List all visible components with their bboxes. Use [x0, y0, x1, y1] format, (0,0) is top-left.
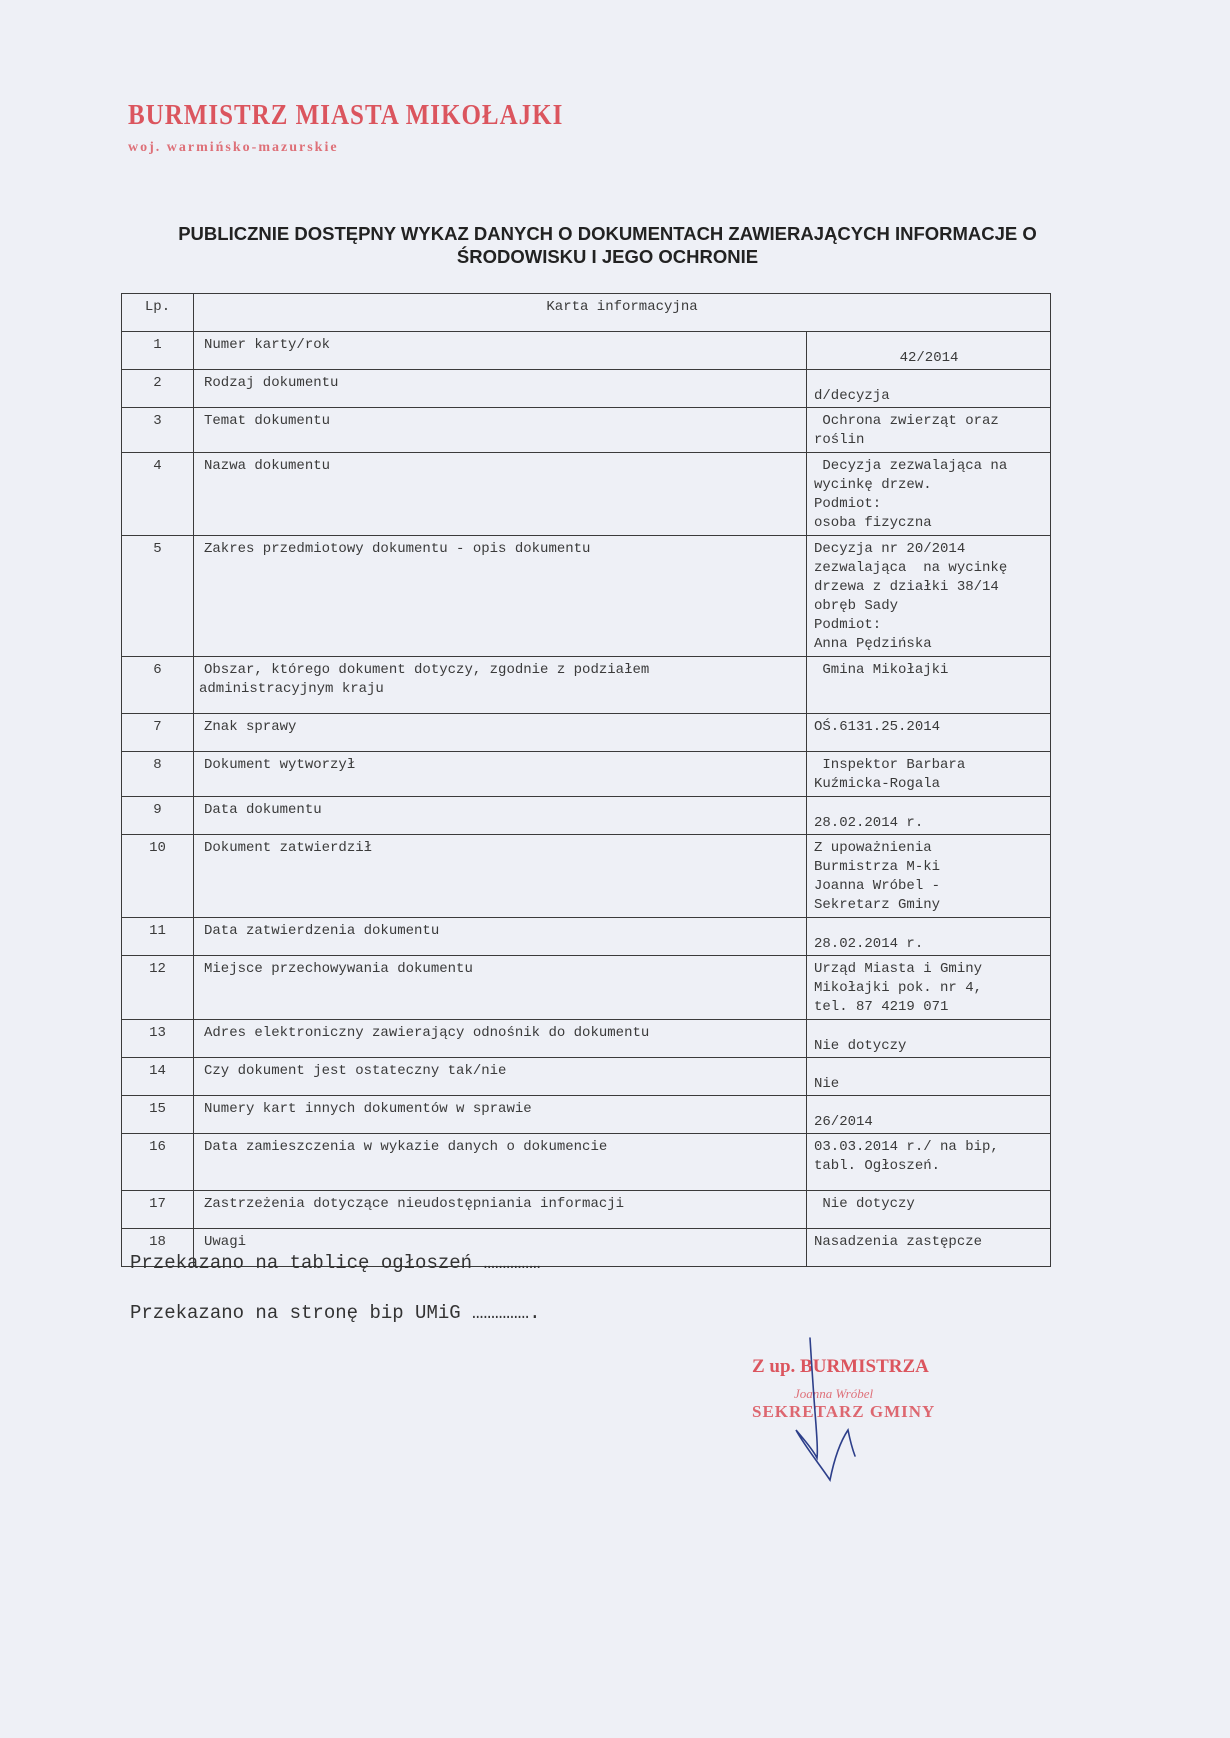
row-value-line: Inspektor Barbara — [814, 757, 966, 773]
row-value — [807, 835, 1051, 918]
row-label — [194, 1058, 807, 1096]
row-label — [194, 332, 807, 370]
row-label-text: Uwagi — [204, 1234, 247, 1250]
row-label-text: Numery kart innych dokumentów w sprawie — [204, 1101, 532, 1117]
row-value — [807, 370, 1051, 408]
document-title — [120, 222, 1095, 268]
row-label — [194, 714, 807, 752]
row-value-line: Urząd Miasta i Gminy — [814, 961, 983, 977]
board-note: Przekazano na tablicę ogłoszeń …………… — [130, 1252, 541, 1274]
row-value — [807, 408, 1051, 453]
row-value-line: roślin — [814, 432, 865, 448]
row-number: 4 — [122, 453, 194, 536]
row-label — [194, 657, 807, 714]
row-value — [807, 1191, 1051, 1229]
row-value — [807, 918, 1051, 956]
row-value-line: Decyzja nr 20/2014 — [814, 541, 966, 557]
table-row — [122, 714, 1051, 752]
table-row — [122, 752, 1051, 797]
table-row — [122, 797, 1051, 835]
row-label — [194, 1020, 807, 1058]
row-number: 9 — [122, 797, 194, 835]
row-value-line: obręb Sady — [814, 598, 899, 614]
row-value-line: 42/2014 — [899, 350, 959, 366]
row-label — [194, 370, 807, 408]
row-value-line: wycinkę drzew. — [814, 477, 932, 493]
row-value-line: Sekretarz Gminy — [814, 897, 941, 913]
row-value-line: Gmina Mikołajki — [814, 662, 949, 678]
row-number: 15 — [122, 1096, 194, 1134]
row-value — [807, 657, 1051, 714]
table-row — [122, 453, 1051, 536]
information-card-table — [121, 293, 1051, 1267]
row-value-line: Ochrona zwierząt oraz — [814, 413, 999, 429]
row-value-line: Nie dotyczy — [814, 1038, 907, 1054]
row-value — [807, 956, 1051, 1020]
table-header-row — [122, 294, 1051, 332]
table-row — [122, 1096, 1051, 1134]
row-value — [807, 1096, 1051, 1134]
row-value-line: 28.02.2014 r. — [814, 936, 924, 952]
row-number: 18 — [122, 1229, 194, 1267]
row-number: 3 — [122, 408, 194, 453]
table-row — [122, 1134, 1051, 1191]
row-value-line: Nie — [814, 1076, 840, 1092]
row-number: 6 — [122, 657, 194, 714]
row-label-text: Zastrzeżenia dotyczące nieudostępniania informacji — [204, 1196, 625, 1212]
row-value-line: Nie dotyczy — [814, 1196, 915, 1212]
row-value-line: Mikołajki pok. nr 4, — [814, 980, 983, 996]
row-number: 16 — [122, 1134, 194, 1191]
row-number: 8 — [122, 752, 194, 797]
row-number: 14 — [122, 1058, 194, 1096]
row-value — [807, 332, 1051, 370]
row-value-line: Decyzja zezwalająca na — [814, 458, 1008, 474]
table-row — [122, 835, 1051, 918]
row-number: 7 — [122, 714, 194, 752]
office-stamp — [128, 100, 563, 156]
table-row — [122, 657, 1051, 714]
row-label — [194, 835, 807, 918]
row-value-line: tel. 87 4219 071 — [814, 999, 949, 1015]
signature-stamp-line-1: Z up. BURMISTRZA — [752, 1356, 929, 1377]
row-label-text: Numer karty/rok — [204, 337, 331, 353]
row-label — [194, 453, 807, 536]
stamp-office-name: BURMISTRZ MIASTA MIKOŁAJKI — [128, 100, 564, 132]
row-value-line: osoba fizyczna — [814, 515, 932, 531]
row-value — [807, 453, 1051, 536]
signature-stamp-line-2: Joanna Wróbel — [794, 1386, 874, 1401]
row-label-text: Rodzaj dokumentu — [204, 375, 339, 391]
row-value-line: drzewa z działki 38/14 — [814, 579, 999, 595]
row-label-text: Data zamieszczenia w wykazie danych o dokumencie — [204, 1139, 608, 1155]
signature-stamp-line-3: SEKRETARZ GMINY — [752, 1402, 936, 1421]
row-label — [194, 1191, 807, 1229]
row-number: 1 — [122, 332, 194, 370]
row-label-text: Dokument wytworzył — [204, 757, 356, 773]
row-label-text: Adres elektroniczny zawierający odnośnik do dokumentu — [204, 1025, 650, 1041]
row-value-line: Podmiot: — [814, 617, 882, 633]
row-label-text: Temat dokumentu — [204, 413, 331, 429]
row-label-text: Zakres przedmiotowy dokumentu - opis dokumentu — [204, 541, 591, 557]
row-label-text: Czy dokument jest ostateczny tak/nie — [204, 1063, 507, 1079]
row-label-text: Nazwa dokumentu — [204, 458, 331, 474]
title-line-1: PUBLICZNIE DOSTĘPNY WYKAZ DANYCH O DOKUMENTACH ZAWIERAJĄCYCH INFORMACJE O — [178, 223, 1037, 244]
row-label — [194, 797, 807, 835]
table-row — [122, 1191, 1051, 1229]
row-value-line: 28.02.2014 r. — [814, 815, 924, 831]
table-row — [122, 1020, 1051, 1058]
row-number: 17 — [122, 1191, 194, 1229]
row-label — [194, 1134, 807, 1191]
row-value-line: Kuźmicka-Rogala — [814, 776, 941, 792]
table-row — [122, 332, 1051, 370]
table-row — [122, 408, 1051, 453]
row-value-line: zezwalająca na wycinkę — [814, 560, 1008, 576]
row-value — [807, 536, 1051, 657]
row-value — [807, 1134, 1051, 1191]
row-value-line: OŚ.6131.25.2014 — [814, 719, 941, 735]
row-value — [807, 714, 1051, 752]
row-value — [807, 1229, 1051, 1267]
title-line-2: ŚRODOWISKU I JEGO OCHRONIE — [456, 246, 759, 267]
row-label-text-continued: administracyjnym kraju — [199, 681, 384, 697]
row-label — [194, 752, 807, 797]
row-label-text: Miejsce przechowywania dokumentu — [204, 961, 473, 977]
row-value-line: tabl. Ogłoszeń. — [814, 1158, 941, 1174]
row-label — [194, 536, 807, 657]
table-row — [122, 1058, 1051, 1096]
row-value-line: Z upoważnienia — [814, 840, 932, 856]
row-value — [807, 1020, 1051, 1058]
row-value-line: Nasadzenia zastępcze — [814, 1234, 983, 1250]
row-number: 12 — [122, 956, 194, 1020]
row-value-line: Podmiot: — [814, 496, 882, 512]
header-lp: Lp. — [122, 294, 194, 332]
row-label-text: Data zatwierdzenia dokumentu — [204, 923, 440, 939]
row-value-line: 26/2014 — [814, 1114, 873, 1130]
row-value — [807, 797, 1051, 835]
row-label-text: Znak sprawy — [204, 719, 297, 735]
row-label-text: Dokument zatwierdził — [204, 840, 373, 856]
table-row — [122, 956, 1051, 1020]
row-label — [194, 408, 807, 453]
row-value — [807, 1058, 1051, 1096]
row-label — [194, 956, 807, 1020]
row-value-line: 03.03.2014 r./ na bip, — [814, 1139, 999, 1155]
handwritten-signature-icon — [790, 1330, 870, 1510]
header-title: Karta informacyjna — [194, 294, 1051, 332]
row-number: 10 — [122, 835, 194, 918]
row-label — [194, 918, 807, 956]
row-value-line: Burmistrza M-ki — [814, 859, 941, 875]
row-label — [194, 1096, 807, 1134]
row-value-line: Anna Pędzińska — [814, 636, 932, 652]
table-row — [122, 536, 1051, 657]
row-number: 5 — [122, 536, 194, 657]
row-number: 13 — [122, 1020, 194, 1058]
row-value-line: d/decyzja — [814, 388, 890, 404]
row-value-line: Joanna Wróbel - — [814, 878, 941, 894]
row-label-text: Data dokumentu — [204, 802, 322, 818]
stamp-voivodeship: woj. warmińsko-mazurskie — [128, 140, 339, 155]
table-row — [122, 370, 1051, 408]
row-number: 2 — [122, 370, 194, 408]
row-label-text: Obszar, którego dokument dotyczy, zgodnie z podziałem — [204, 662, 650, 678]
table-row — [122, 918, 1051, 956]
bip-note: Przekazano na stronę bip UMiG ……………. — [130, 1302, 541, 1324]
row-value — [807, 752, 1051, 797]
row-number: 11 — [122, 918, 194, 956]
